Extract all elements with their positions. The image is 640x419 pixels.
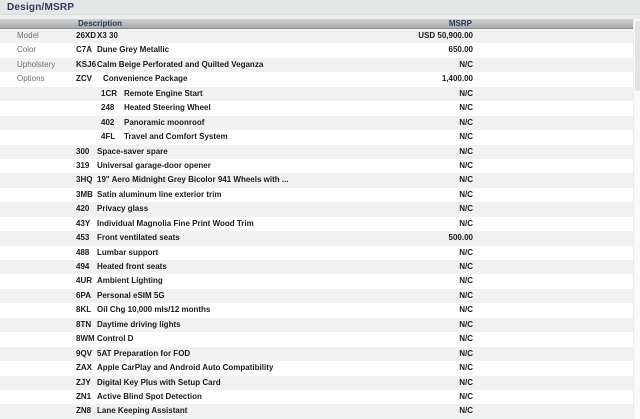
msrp-value: N/C: [459, 88, 473, 98]
option-description: Oil Chg 10,000 mls/12 months: [97, 305, 211, 315]
msrp-value: N/C: [459, 204, 473, 214]
option-code: KSJ6: [76, 59, 97, 69]
option-code: 9QV: [76, 348, 93, 358]
msrp-value: N/C: [459, 348, 473, 358]
option-description: Apple CarPlay and Android Auto Compatibility: [97, 363, 274, 373]
option-code: ZAX: [76, 363, 92, 373]
option-code: 3HQ: [76, 175, 93, 185]
msrp-value: USD 50,900.00: [418, 31, 473, 40]
option-description: Digital Key Plus with Setup Card: [97, 377, 221, 387]
table-body: [0, 29, 633, 419]
option-description: Active Blind Spot Detection: [97, 391, 202, 401]
table-row[interactable]: [0, 188, 633, 202]
option-code: 488: [76, 247, 90, 257]
option-description: Lumbar support: [97, 247, 159, 257]
option-code: 248: [101, 103, 115, 113]
option-description: Convenience Package: [103, 74, 188, 84]
option-code: ZCV: [76, 74, 92, 84]
column-header-msrp: MSRP: [448, 19, 472, 28]
table-row[interactable]: [0, 159, 633, 173]
option-description: Remote Engine Start: [124, 88, 203, 98]
table-row[interactable]: [0, 29, 633, 43]
option-code: 494: [76, 262, 90, 271]
msrp-value: N/C: [459, 103, 473, 113]
table-row[interactable]: [0, 202, 633, 216]
option-code: 43Y: [76, 218, 91, 228]
option-description: Individual Magnolia Fine Print Wood Trim: [97, 218, 254, 228]
option-description: Heated front seats: [97, 262, 167, 271]
option-code: 8KL: [76, 305, 92, 315]
table-row[interactable]: [0, 246, 633, 260]
option-description: Panoramic moonroof: [124, 117, 205, 127]
table-row[interactable]: [0, 274, 633, 288]
option-code: 3MB: [76, 189, 93, 199]
msrp-value: N/C: [459, 406, 473, 416]
msrp-value: N/C: [459, 175, 473, 185]
option-code: 420: [76, 204, 90, 214]
option-description: Privacy glass: [97, 204, 149, 214]
table-row[interactable]: [0, 260, 633, 274]
msrp-value: N/C: [459, 290, 473, 300]
msrp-value: N/C: [459, 189, 473, 199]
option-description: X3 30: [97, 31, 118, 40]
table-row[interactable]: [0, 43, 633, 57]
table-row[interactable]: [0, 101, 633, 115]
option-code: C7A: [76, 45, 93, 55]
option-description: Personal eSIM 5G: [97, 290, 165, 300]
msrp-value: N/C: [459, 276, 473, 286]
table-row[interactable]: [0, 289, 633, 303]
row-category-label: Model: [17, 31, 39, 40]
table-row[interactable]: [0, 303, 633, 317]
msrp-value: N/C: [459, 146, 473, 156]
row-category-label: Color: [17, 45, 37, 55]
option-description: Control D: [97, 334, 134, 344]
msrp-value: N/C: [459, 391, 473, 401]
table-row[interactable]: [0, 361, 633, 375]
option-description: Calm Beige Perforated and Quilted Veganza: [97, 59, 264, 69]
option-code: 8WM: [76, 334, 95, 344]
msrp-value: N/C: [459, 247, 473, 257]
table-row[interactable]: [0, 145, 633, 159]
scrollbar-track[interactable]: [633, 19, 640, 419]
row-category-label: Options: [17, 74, 45, 84]
page-title: Design/MSRP: [7, 2, 75, 13]
table-row[interactable]: [0, 72, 633, 86]
option-code: ZN8: [76, 406, 92, 416]
msrp-value: N/C: [459, 160, 473, 170]
page-title-bar: [0, 0, 640, 15]
table-row[interactable]: [0, 116, 633, 130]
option-code: 319: [76, 160, 90, 170]
table-row[interactable]: [0, 130, 633, 144]
table-row[interactable]: [0, 390, 633, 404]
msrp-value: N/C: [459, 377, 473, 387]
msrp-value: N/C: [459, 59, 473, 69]
option-code: 300: [76, 146, 90, 156]
option-code: 402: [101, 117, 115, 127]
column-header-description: Description: [78, 19, 123, 28]
option-description: Space-saver spare: [97, 146, 168, 156]
msrp-value: N/C: [459, 218, 473, 228]
option-description: Travel and Comfort System: [124, 132, 228, 142]
msrp-value: 500.00: [448, 233, 473, 243]
option-description: Front ventilated seats: [97, 233, 180, 243]
msrp-value: N/C: [459, 132, 473, 142]
option-description: 5AT Preparation for FOD: [97, 348, 191, 358]
scrollbar-thumb[interactable]: [635, 21, 640, 91]
option-code: 1CR: [101, 88, 118, 98]
msrp-value: N/C: [459, 305, 473, 315]
table-row[interactable]: [0, 173, 633, 187]
option-description: Satin aluminum line exterior trim: [97, 189, 222, 199]
msrp-value: 1,400.00: [441, 74, 473, 84]
table-row[interactable]: [0, 376, 633, 390]
option-code: ZN1: [76, 391, 92, 401]
table-row[interactable]: [0, 318, 633, 332]
option-description: 19" Aero Midnight Grey Bicolor 941 Wheels with ...: [97, 175, 289, 185]
msrp-value: N/C: [459, 319, 473, 329]
option-description: Universal garage-door opener: [97, 160, 211, 170]
msrp-value: N/C: [459, 363, 473, 373]
option-code: ZJY: [76, 377, 91, 387]
table-row[interactable]: [0, 347, 633, 361]
option-code: 26XD: [76, 31, 97, 40]
row-category-label: Upholstery: [17, 59, 56, 69]
option-description: Lane Keeping Assistant: [97, 406, 188, 416]
table-row[interactable]: [0, 332, 633, 346]
option-code: 453: [76, 233, 90, 243]
option-code: 4FL: [101, 132, 116, 142]
table-row[interactable]: [0, 231, 633, 245]
table-row[interactable]: [0, 58, 633, 72]
option-code: 6PA: [76, 290, 91, 300]
option-code: 4UR: [76, 276, 93, 286]
table-row[interactable]: [0, 217, 633, 231]
option-description: Daytime driving lights: [97, 319, 181, 329]
table-row[interactable]: [0, 87, 633, 101]
table-row[interactable]: [0, 404, 633, 418]
option-description: Ambient Lighting: [97, 276, 163, 286]
msrp-value: 650.00: [448, 45, 473, 55]
option-code: 8TN: [76, 319, 92, 329]
table-header: [0, 19, 633, 29]
option-description: Dune Grey Metallic: [97, 45, 170, 55]
msrp-value: N/C: [459, 117, 473, 127]
msrp-value: N/C: [459, 262, 473, 271]
msrp-value: N/C: [459, 334, 473, 344]
option-description: Heated Steering Wheel: [124, 103, 211, 113]
